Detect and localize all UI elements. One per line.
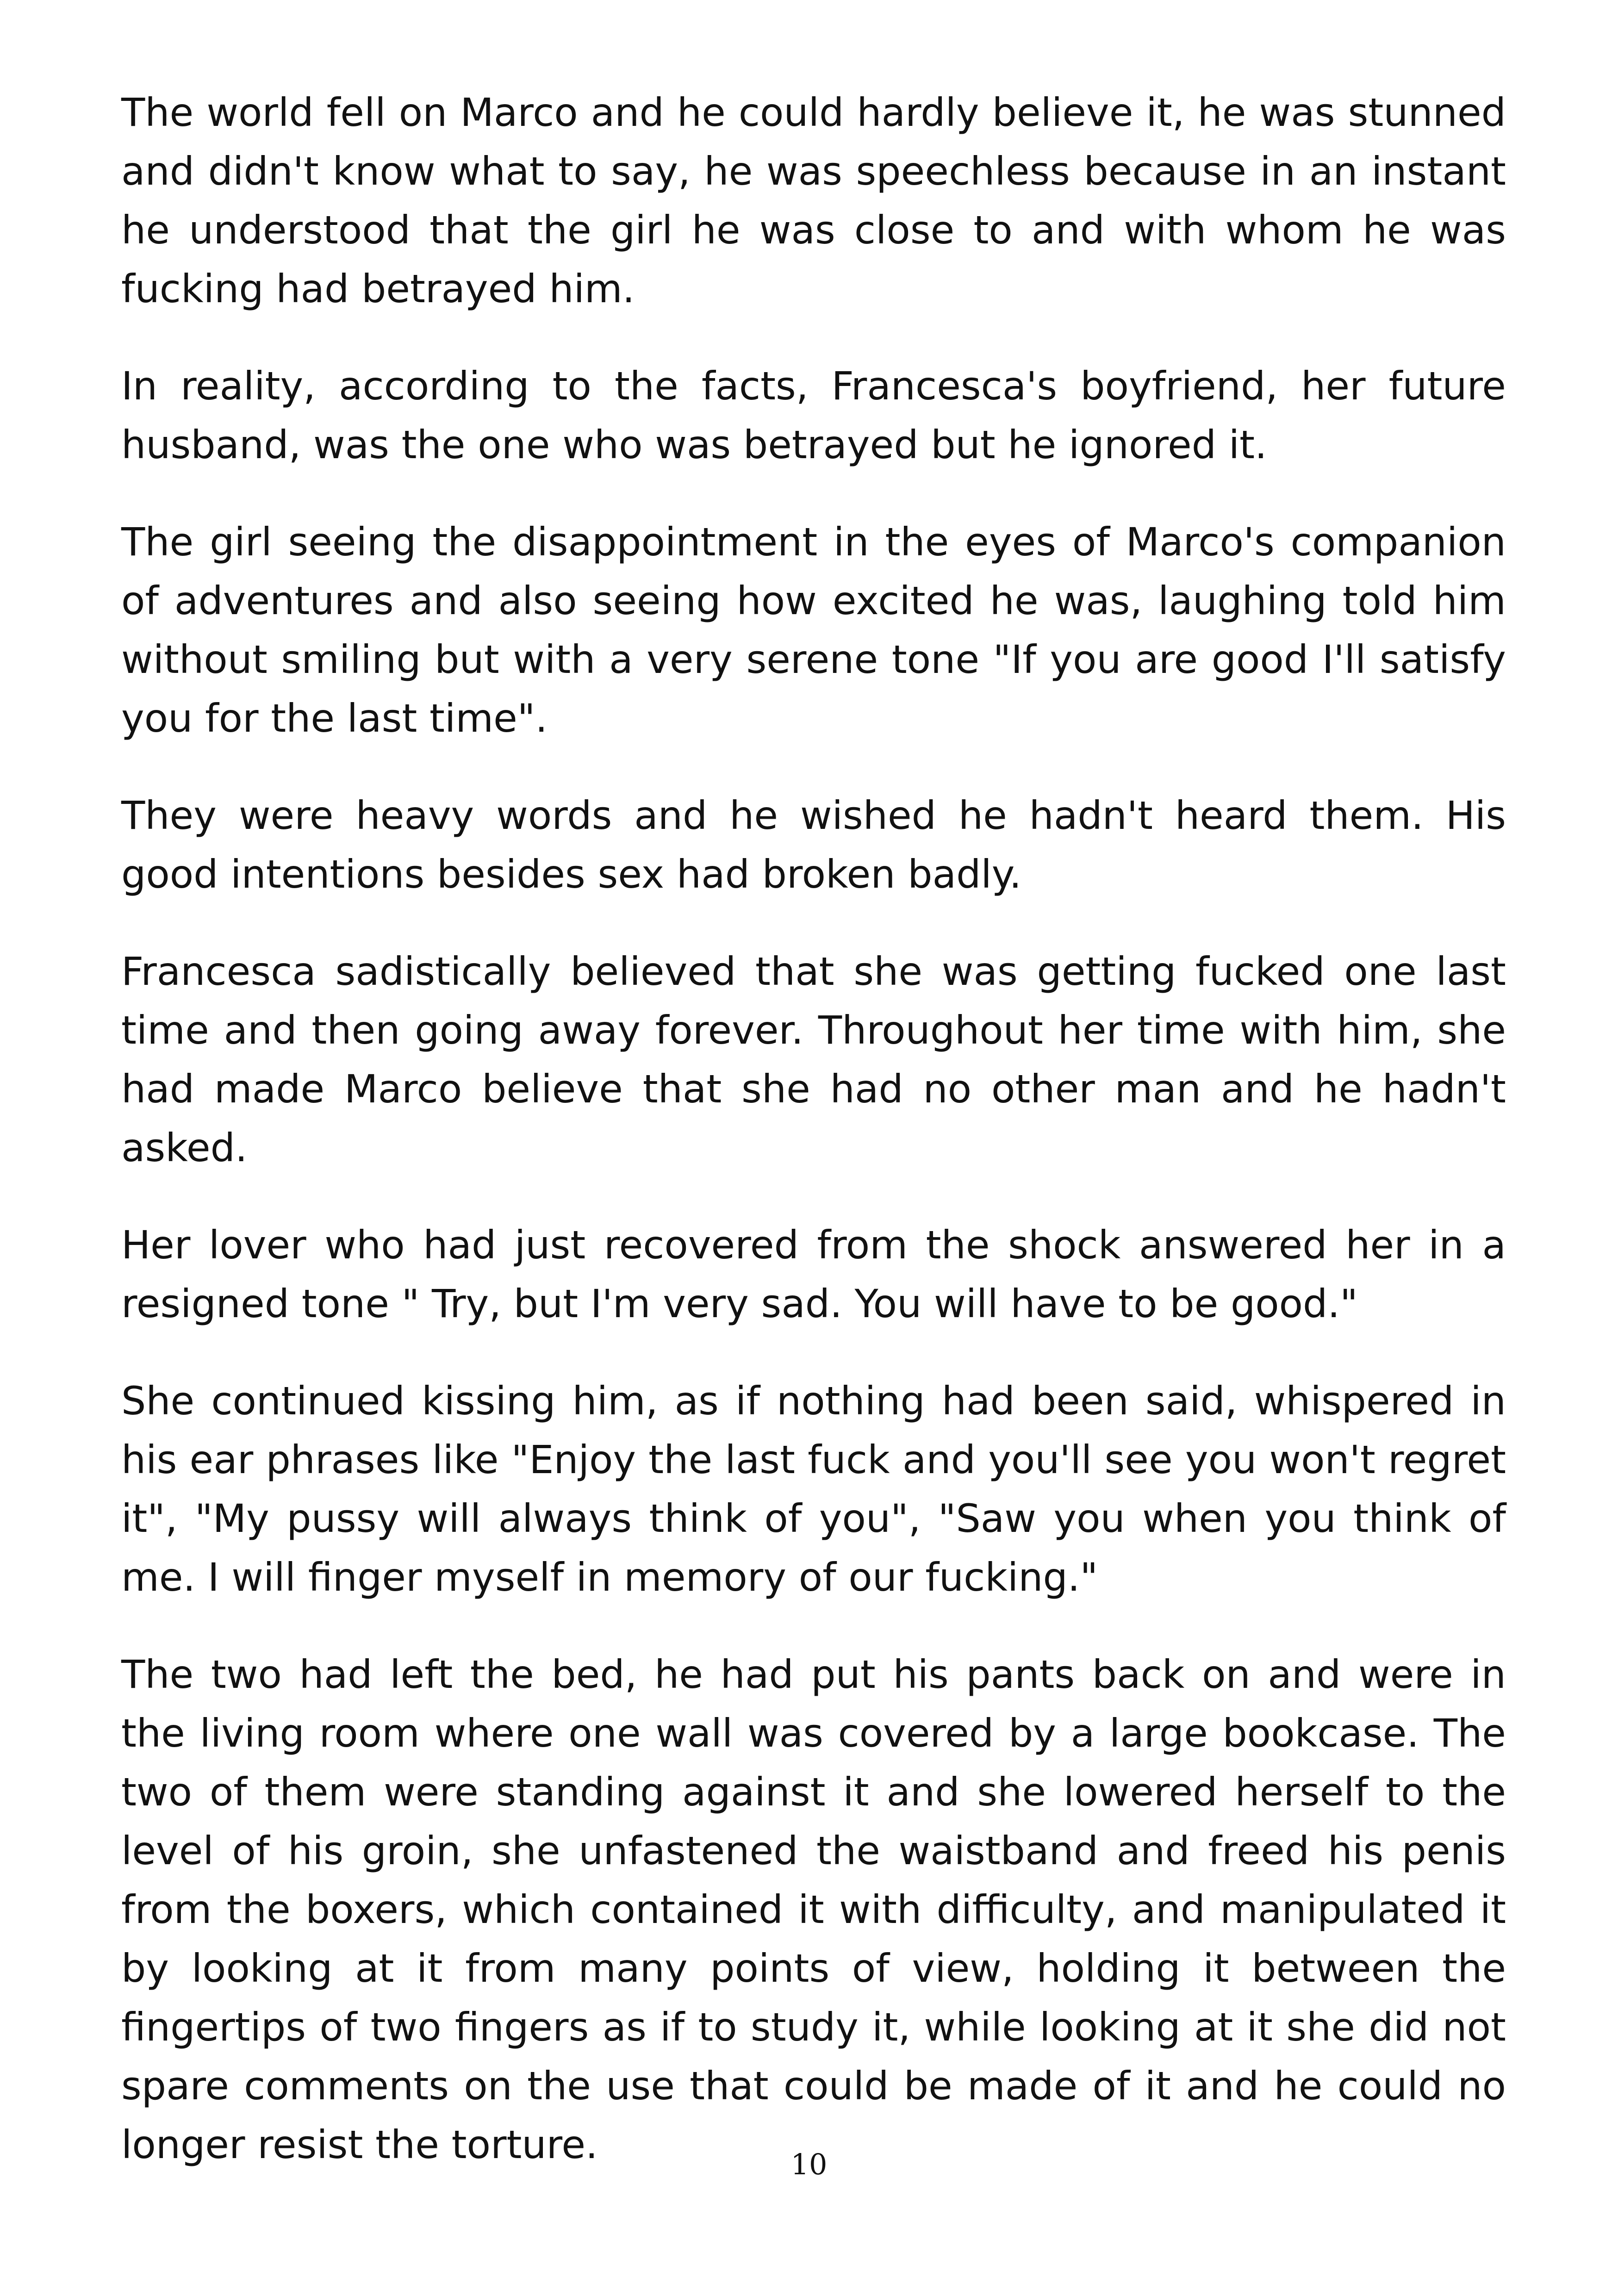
paragraph-3: The girl seeing the disappointment in the eyes of Marco's companion of adventures and also seeing how excited he was, laughing told him without smiling but with a very serene tone "If you are good I'll satisfy you for the last time".	[121, 519, 1506, 741]
paragraph-1: The world fell on Marco and he could hardly believe it, he was stunned and didn't know what to say, he was speechless because in an instant he understood that the girl he was close to and with whom he was fucking had betrayed him.	[121, 90, 1506, 311]
paragraph-6: Her lover who had just recovered from the shock answered her in a resigned tone " Try, but I'm very sad. You will have to be good."	[121, 1222, 1506, 1326]
paragraph-8: The two had left the bed, he had put his pants back on and were in the living room where one wall was covered by a large bookcase. The two of them were standing against it and she lowered herself to the level of his groin, she unfastened the waistband and freed his penis from the boxers, which contained it with difficulty, and manipulated it by looking at it from many points of view, holding it between the fingertips of two fingers as if to study it, while looking at it she did not spare comments on the use that could be made of it and he could no longer resist the torture.	[121, 1652, 1506, 2167]
page-number: 10	[790, 2147, 828, 2181]
paragraph-2: In reality, according to the facts, Francesca's boyfriend, her future husband, was the one who was betrayed but he ignored it.	[121, 363, 1506, 467]
paragraph-5: Francesca sadistically believed that she was getting fucked one last time and then going away forever. Throughout her time with him, she had made Marco believe that she had no other man and he hadn't asked.	[121, 949, 1506, 1170]
paragraph-4: They were heavy words and he wished he hadn't heard them. His good intentions besides sex had broken badly.	[121, 793, 1506, 897]
paragraph-7: She continued kissing him, as if nothing had been said, whispered in his ear phrases like "Enjoy the last fuck and you'll see you won't regret it", "My pussy will always think of you", "Saw you when you think of me. I will finger myself in memory of our fucking."	[121, 1378, 1506, 1600]
body-text	[121, 83, 1506, 2174]
